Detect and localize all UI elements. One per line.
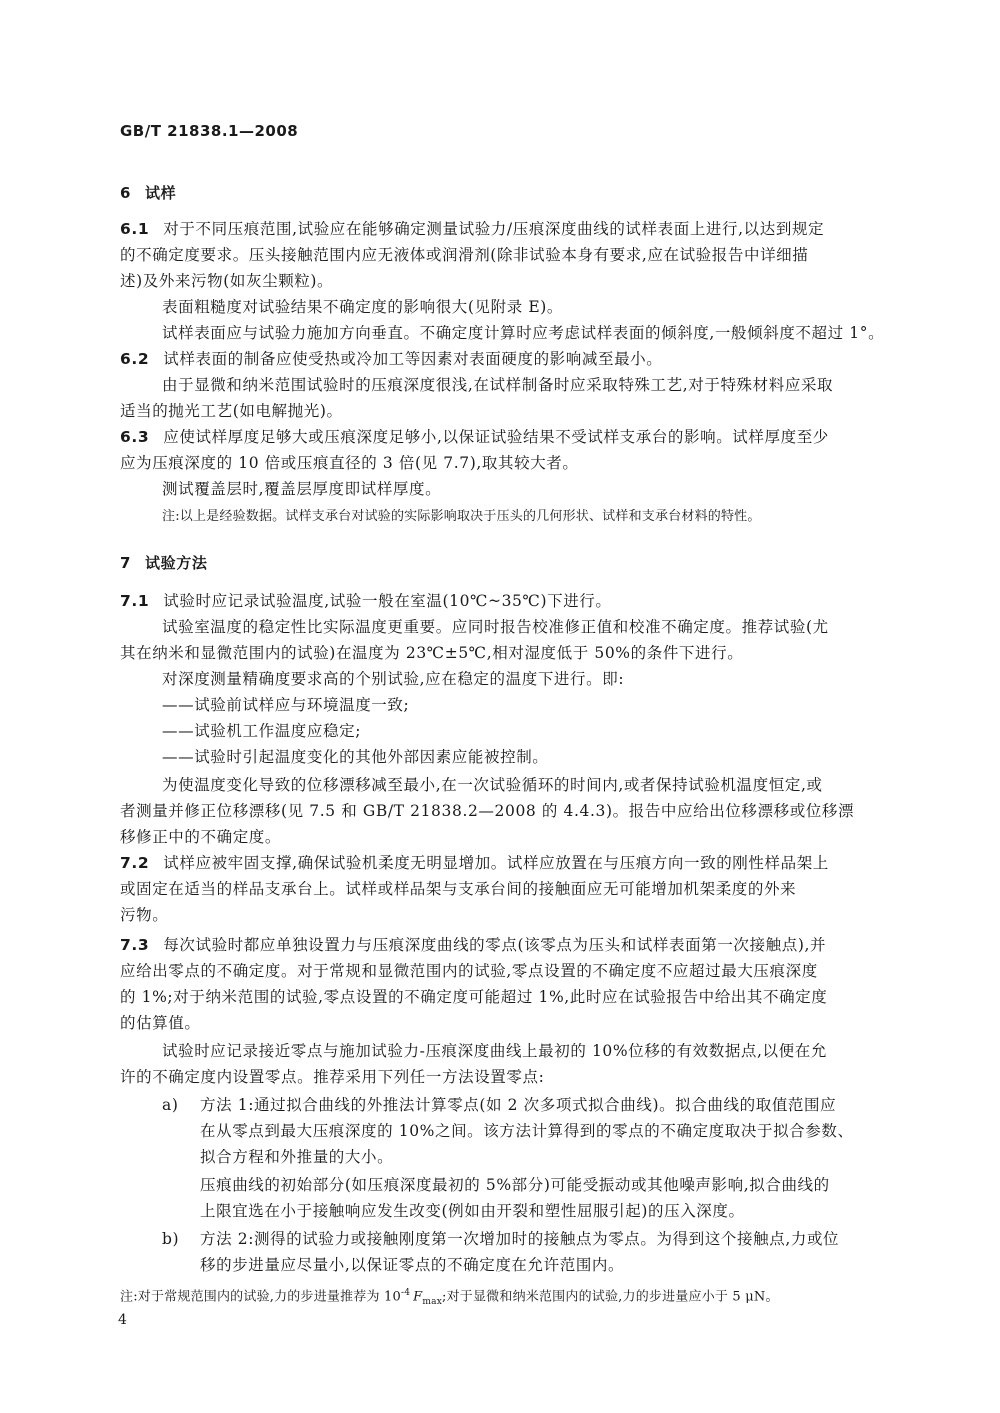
paragraph-line: 试样表面应与试验力施加方向垂直。不确定度计算时应考虑试样表面的倾斜度,一般倾斜度不超过 1°。 xyxy=(162,324,885,342)
note-line: 注:以上是经验数据。试样支承台对试验的实际影响取决于压头的几何形状、试样和支承台材料的特性。 xyxy=(162,509,761,524)
section-number: 6 xyxy=(120,184,132,202)
clause-number: 6.1 xyxy=(120,220,150,238)
paragraph-line: 测试覆盖层时,覆盖层厚度即试样厚度。 xyxy=(162,480,442,498)
paragraph-line: 6.2 试样表面的制备应使受热或冷加工等因素对表面硬度的影响减至最小。 xyxy=(120,350,663,368)
paragraph-line: 者测量并修正位移漂移(见 7.5 和 GB/T 21838.2—2008 的 4.4.3)。报告中应给出位移漂移或位移漂 xyxy=(120,802,855,820)
paragraph-line: 7.3 每次试验时都应单独设置力与压痕深度曲线的零点(该零点为压头和试样表面第一次接触点),并 xyxy=(120,936,827,954)
dash-list-item: ——试验前试样应与环境温度一致; xyxy=(162,696,410,714)
paragraph-line: 表面粗糙度对试验结果不确定度的影响很大(见附录 E)。 xyxy=(162,298,564,316)
paragraph-line: 应给出零点的不确定度。对于常规和显微范围内的试验,零点设置的不确定度不应超过最大压痕深度 xyxy=(120,962,818,980)
paragraph-line: 的 1%;对于纳米范围的试验,零点设置的不确定度可能超过 1%,此时应在试验报告中给出其不确定度 xyxy=(120,988,828,1006)
dash-list-item: ——试验机工作温度应稳定; xyxy=(162,722,362,740)
section-6-heading xyxy=(120,182,176,204)
list-marker: a) xyxy=(162,1096,179,1114)
paragraph-line: 6.3 应使试样厚度足够大或压痕深度足够小,以保证试验结果不受试样支承台的影响。试样厚度至少 xyxy=(120,428,829,446)
standard-number-header: GB/T 21838.1—2008 xyxy=(120,122,299,140)
paragraph-line: 的不确定度要求。压头接触范围内应无液体或润滑剂(除非试验本身有要求,应在试验报告中详细描 xyxy=(120,246,809,264)
paragraph-line: 方法 2:测得的试验力或接触刚度第一次增加时的接触点为零点。为得到这个接触点,力或位 xyxy=(200,1230,840,1248)
paragraph-line: 其在纳米和显微范围内的试验)在温度为 23℃±5℃,相对湿度低于 50%的条件下进行。 xyxy=(120,644,744,662)
paragraph-line: 移的步进量应尽量小,以保证零点的不确定度在允许范围内。 xyxy=(200,1256,625,1274)
section-title: 试验方法 xyxy=(145,554,208,572)
dash-list-item: ——试验时引起温度变化的其他外部因素应能被控制。 xyxy=(162,748,549,766)
paragraph-line: 在从零点到最大压痕深度的 10%之间。该方法计算得到的零点的不确定度取决于拟合参数、 xyxy=(200,1122,854,1140)
paragraph-line: 上限宜选在小于接触响应发生改变(例如由开裂和塑性屈服引起)的压入深度。 xyxy=(200,1202,745,1220)
paragraph-line: 或固定在适当的样品支承台上。试样或样品架与支承台间的接触面应无可能增加机架柔度的外来 xyxy=(120,880,797,898)
clause-number: 7.2 xyxy=(120,854,150,872)
paragraph-line: 试验室温度的稳定性比实际温度更重要。应同时报告校准修正值和校准不确定度。推荐试验(尤 xyxy=(162,618,829,636)
paragraph-line: 由于显微和纳米范围试验时的压痕深度很浅,在试样制备时应采取特殊工艺,对于特殊材料应采取 xyxy=(162,376,834,394)
paragraph-line: 为使温度变化导致的位移漂移减至最小,在一次试验循环的时间内,或者保持试验机温度恒定,或 xyxy=(162,776,823,794)
paragraph-line: 对深度测量精确度要求高的个别试验,应在稳定的温度下进行。即: xyxy=(162,670,625,688)
paragraph-line: 7.1 试验时应记录试验温度,试验一般在室温(10℃~35℃)下进行。 xyxy=(120,592,612,610)
paragraph-line: 7.2 试样应被牢固支撑,确保试验机柔度无明显增加。试样应放置在与压痕方向一致的刚性样品架上 xyxy=(120,854,829,872)
list-item-b xyxy=(162,1228,179,1250)
paragraph-line: 述)及外来污物(如灰尘颗粒)。 xyxy=(120,272,334,290)
paragraph-line: 试验时应记录接近零点与施加试验力-压痕深度曲线上最初的 10%位移的有效数据点,以便在允 xyxy=(162,1042,827,1060)
page-number: 4 xyxy=(118,1312,127,1328)
list-marker: b) xyxy=(162,1230,180,1248)
clause-number: 6.2 xyxy=(120,350,150,368)
section-title: 试样 xyxy=(145,184,177,202)
paragraph-line: 压痕曲线的初始部分(如压痕深度最初的 5%部分)可能受振动或其他噪声影响,拟合曲线的 xyxy=(200,1176,830,1194)
list-item-a xyxy=(162,1094,179,1116)
paragraph-line: 许的不确定度内设置零点。推荐采用下列任一方法设置零点: xyxy=(120,1068,545,1086)
paragraph-line: 应为压痕深度的 10 倍或压痕直径的 3 倍(见 7.7),取其较大者。 xyxy=(120,454,579,472)
section-7-heading xyxy=(120,552,207,574)
paragraph-line: 移修正中的不确定度。 xyxy=(120,828,282,846)
paragraph-line: 的估算值。 xyxy=(120,1014,201,1032)
clause-number: 7.3 xyxy=(120,936,150,954)
clause-number: 6.3 xyxy=(120,428,150,446)
paragraph-line: 污物。 xyxy=(120,906,169,924)
paragraph-line: 拟合方程和外推量的大小。 xyxy=(200,1148,394,1166)
section-number: 7 xyxy=(120,554,132,572)
paragraph-line: 方法 1:通过拟合曲线的外推法计算零点(如 2 次多项式拟合曲线)。拟合曲线的取值范围应 xyxy=(200,1096,837,1114)
clause-number: 7.1 xyxy=(120,592,150,610)
paragraph-line: 6.1 对于不同压痕范围,试验应在能够确定测量试验力/压痕深度曲线的试样表面上进行,以达到规定 xyxy=(120,220,825,238)
note-line: 注:对于常规范围内的试验,力的步进量推荐为 $10^{-4}$ $F_{max}$;对于显微和纳米范围内的试验,力的步进量应小于 5 μN。 xyxy=(120,1288,779,1307)
paragraph-line: 适当的抛光工艺(如电解抛光)。 xyxy=(120,402,343,420)
